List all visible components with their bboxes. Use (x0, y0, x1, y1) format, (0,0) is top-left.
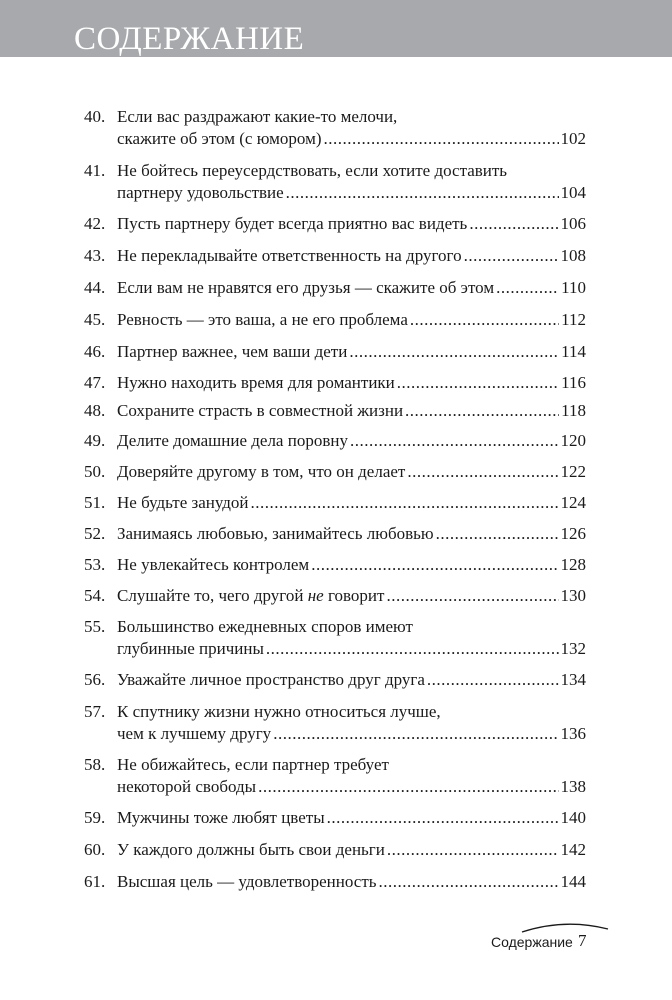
footer-section-label: Содержание (491, 934, 573, 950)
toc-entry-title: скажите об этом (с юмором) (117, 129, 322, 148)
toc-entry-number: 43. (84, 246, 106, 265)
toc-entry-page: 106 (560, 214, 586, 233)
toc-entry-number: 55. (84, 617, 106, 636)
toc-entry-title: Сохраните страсть в совместной жизни (117, 401, 404, 420)
toc-entry-page: 142 (560, 840, 586, 859)
toc-entry-page: 114 (561, 342, 586, 361)
toc-entry-number: 53. (84, 555, 106, 574)
toc-entry-number: 49. (84, 431, 106, 450)
toc-entry-number: 50. (84, 462, 106, 481)
toc-entry-page: 144 (560, 872, 586, 891)
toc-entry (117, 774, 586, 800)
toc-entry-number: 41. (84, 161, 106, 180)
dot-leader (379, 869, 559, 895)
dot-leader (405, 398, 559, 424)
dot-leader (311, 552, 558, 578)
toc-entry-title: Не бойтесь переусердствовать, если хотите доставить (117, 161, 508, 180)
toc-entry (117, 490, 586, 516)
dot-leader (349, 339, 559, 365)
toc-entry-title: У каждого должны быть свои деньги (117, 840, 385, 859)
toc-entry-number: 56. (84, 670, 106, 689)
toc-entry (117, 126, 586, 152)
toc-entry-title: некоторой свободы (117, 777, 257, 796)
toc-entry (117, 211, 586, 237)
toc-entry-number: 59. (84, 808, 106, 827)
toc-entry-page: 108 (560, 246, 586, 265)
toc-entry (117, 370, 586, 396)
toc-entry-title: Доверяйте другому в том, что он делает (117, 462, 406, 481)
toc-entry (117, 459, 586, 485)
dot-leader (258, 774, 558, 800)
toc-entry-page: 138 (560, 777, 586, 796)
toc-entry-title (117, 583, 384, 609)
toc-entry-title: К спутнику жизни нужно относиться лучше, (117, 702, 441, 721)
toc-entry-number: 48. (84, 401, 106, 420)
toc-entry-page: 134 (560, 670, 586, 689)
toc-entry-title: глубинные причины (117, 639, 264, 658)
toc-entry-number: 42. (84, 214, 106, 233)
toc-entry-page: 130 (560, 586, 586, 605)
toc-entry-number: 40. (84, 107, 106, 126)
toc-entry-title: Если вам не нравятся его друзья — скажите об этом (117, 278, 495, 297)
dot-leader (410, 307, 559, 333)
toc-entry-title: Мужчины тоже любят цветы (117, 808, 325, 827)
toc-entry-number: 57. (84, 702, 106, 721)
toc-entry (117, 180, 586, 206)
toc-entry-title-emphasis: не (307, 586, 324, 605)
toc-entry-number: 52. (84, 524, 106, 543)
toc-entry-page: 120 (560, 431, 586, 450)
toc-entry-title: Партнер важнее, чем ваши дети (117, 342, 348, 361)
toc-entry (117, 398, 586, 424)
dot-leader (286, 180, 559, 206)
toc-entry-page: 110 (561, 278, 586, 297)
dot-leader (427, 667, 559, 693)
toc-entry-page: 124 (560, 493, 586, 512)
toc-entry-title: Делите домашние дела поровну (117, 431, 348, 450)
toc-entry-title: Уважайте личное пространство друг друга (117, 670, 425, 689)
toc-entry (117, 583, 586, 609)
dot-leader (273, 721, 558, 747)
toc-entry-page: 126 (560, 524, 586, 543)
page-number: 7 (578, 931, 587, 950)
toc-entry-title: партнеру удовольствие (117, 183, 284, 202)
toc-entry-title: Большинство ежедневных споров имеют (117, 617, 413, 636)
toc-entry-page: 122 (560, 462, 586, 481)
toc-entry-number: 51. (84, 493, 106, 512)
toc-entry (117, 667, 586, 693)
dot-leader (386, 583, 558, 609)
toc-entry (117, 721, 586, 747)
dot-leader (469, 211, 558, 237)
toc-entry-title: Если вас раздражают какие-то мелочи, (117, 107, 398, 126)
page-title: СОДЕРЖАНИЕ (74, 21, 305, 57)
toc-entry (117, 307, 586, 333)
toc-entry (117, 869, 586, 895)
toc-entry-title: Не увлекайтесь контролем (117, 555, 310, 574)
toc-entry-number: 54. (84, 586, 106, 605)
toc-entry-title-part: говорит (323, 586, 385, 605)
toc-entry-number: 44. (84, 278, 106, 297)
toc-entry-number: 47. (84, 373, 106, 392)
toc-entry-number: 58. (84, 755, 106, 774)
toc-entry (117, 837, 586, 863)
toc-entry-title: Высшая цель — удовлетворенность (117, 872, 377, 891)
dot-leader (436, 521, 559, 547)
dot-leader (407, 459, 558, 485)
toc-entry-page: 102 (560, 129, 586, 148)
toc-entry (117, 636, 586, 662)
toc-entry-title: Не обижайтесь, если партнер требует (117, 755, 389, 774)
dot-leader (324, 126, 559, 152)
toc-entry-page: 112 (561, 310, 586, 329)
toc-entry-number: 61. (84, 872, 106, 891)
toc-entry-page: 118 (561, 401, 586, 420)
toc-entry (117, 243, 586, 269)
dot-leader (387, 837, 559, 863)
toc-entry-page: 128 (560, 555, 586, 574)
toc-entry-page: 140 (560, 808, 586, 827)
dot-leader (350, 428, 559, 454)
dot-leader (266, 636, 559, 662)
toc-entry (117, 339, 586, 365)
toc-entry-number: 60. (84, 840, 106, 859)
dot-leader (251, 490, 559, 516)
toc-entry-title: чем к лучшему другу (117, 724, 272, 743)
toc-entry (117, 428, 586, 454)
toc-entry-title: Не будьте занудой (117, 493, 249, 512)
toc-entry-title: Занимаясь любовью, занимайтесь любовью (117, 524, 434, 543)
toc-entry-number: 45. (84, 310, 106, 329)
dot-leader (327, 805, 559, 831)
toc-entry-title: Ревность — это ваша, а не его проблема (117, 310, 408, 329)
toc-entry-title: Нужно находить время для романтики (117, 373, 395, 392)
toc-entry (117, 521, 586, 547)
dot-leader (397, 370, 559, 396)
toc-entry-title-part: Слушайте то, чего другой (117, 586, 308, 605)
toc-entry-page: 136 (560, 724, 586, 743)
toc-entry-number: 46. (84, 342, 106, 361)
toc-entry-page: 104 (560, 183, 586, 202)
dot-leader (464, 243, 559, 269)
toc-entry (117, 552, 586, 578)
toc-entry-title: Пусть партнеру будет всегда приятно вас видеть (117, 214, 468, 233)
toc-entry-title: Не перекладывайте ответственность на другого (117, 246, 462, 265)
toc-entry (117, 805, 586, 831)
toc-entry (117, 275, 586, 301)
toc-entry-page: 132 (560, 639, 586, 658)
dot-leader (496, 275, 559, 301)
toc-entry-page: 116 (561, 373, 586, 392)
